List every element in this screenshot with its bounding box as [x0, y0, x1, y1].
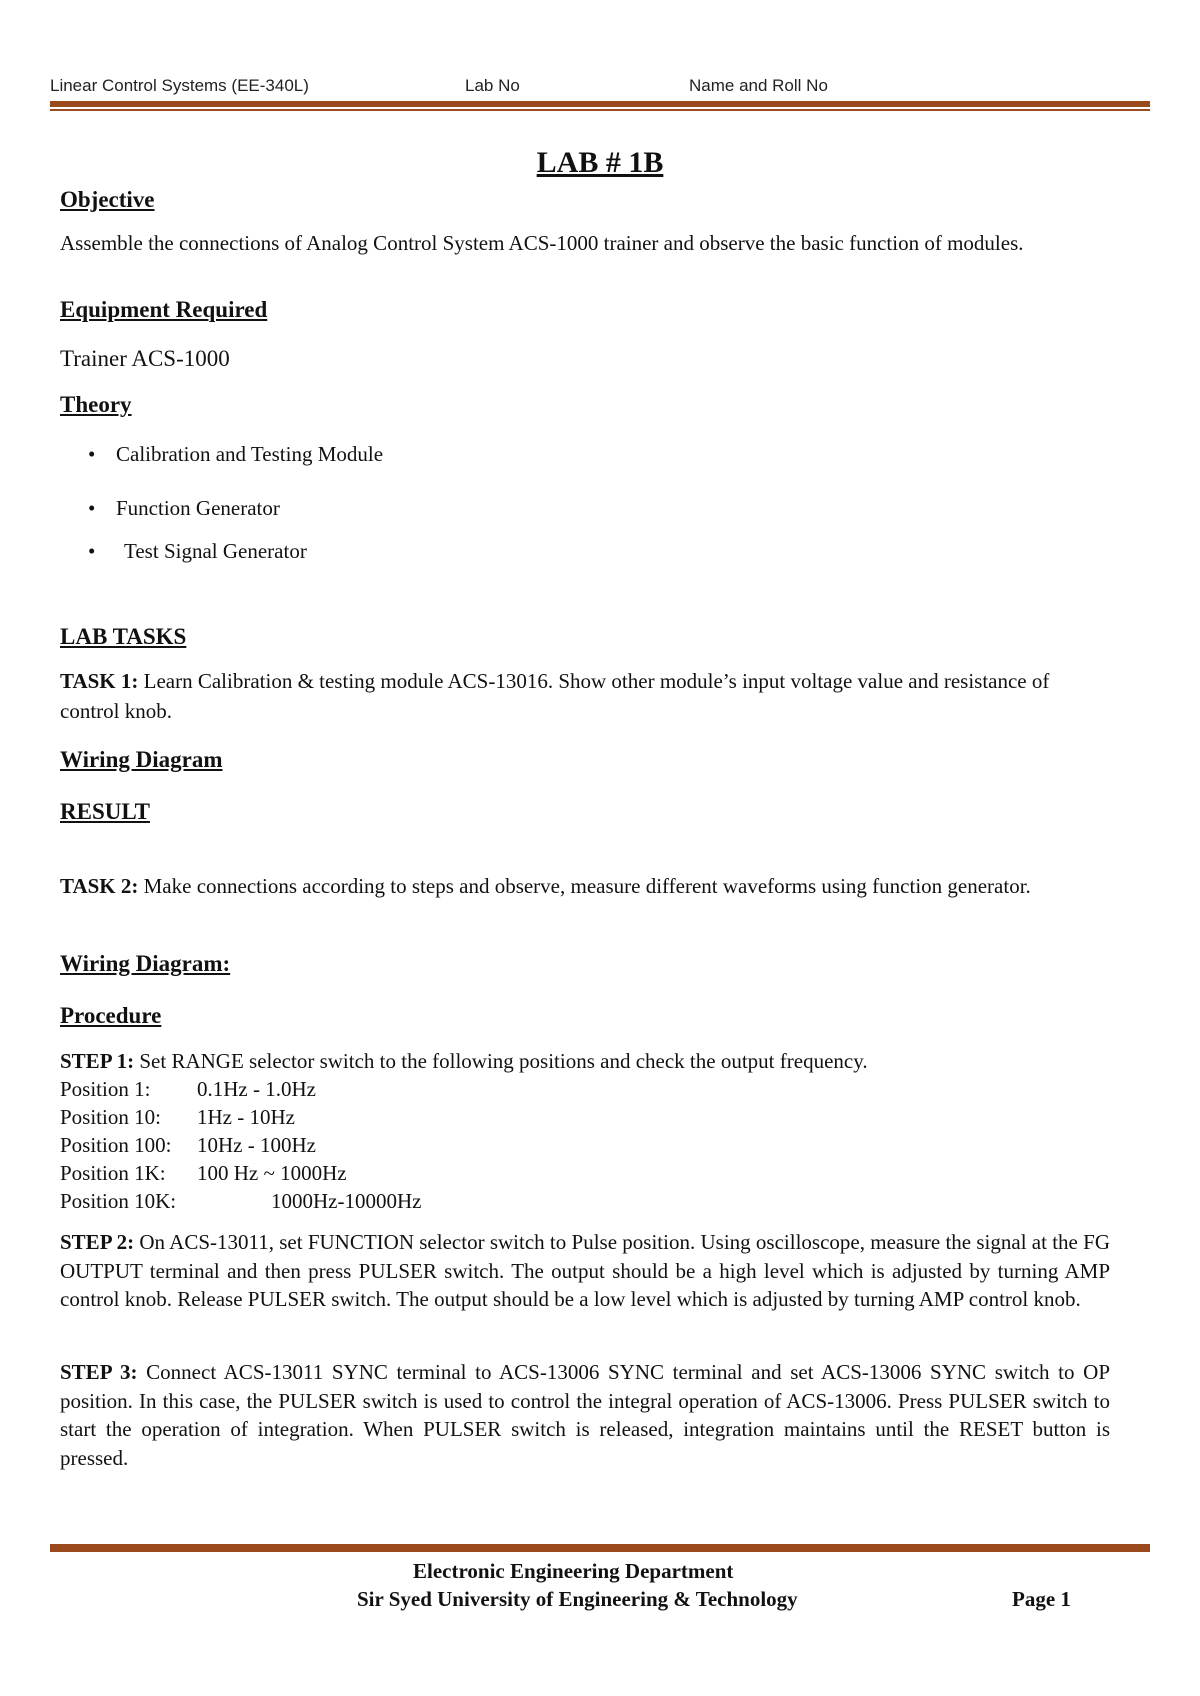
objective-heading: Objective [60, 187, 155, 212]
footer-department: Electronic Engineering Department [413, 1559, 734, 1583]
bullet-icon: • [88, 539, 96, 563]
page-header [50, 76, 1150, 96]
equipment-text: Trainer ACS-1000 [60, 346, 230, 371]
step3-text: STEP 3: Connect ACS-13011 SYNC terminal to ACS-13006 SYNC terminal and set ACS-13006 SYNC switch to OP position. In this case, the PULSER switch is used to control the integral operation of ACS-13006. Press PULSER switch to start the operation of integration. When PULSER switch is released, integration maintains until the RESET button is pressed. [60, 1360, 1111, 1470]
objective-text: Assemble the connections of Analog Control System ACS-1000 trainer and observe the basic function of modules. [60, 231, 1024, 255]
lab-tasks-heading: LAB TASKS [60, 624, 187, 649]
step1-text: STEP 1: Set RANGE selector switch to the following positions and check the output frequency. [60, 1049, 868, 1073]
lab-title: LAB # 1B [536, 146, 664, 179]
list-item: • Calibration and Testing Module [88, 442, 384, 466]
step2-text: STEP 2: On ACS-13011, set FUNCTION selector switch to Pulse position. Using oscilloscope, measure the signal at the FG OUTPUT terminal and then press PULSER switch. The output should be a high level which is adjusted by turning AMP control knob. Release PULSER switch. The output should be a low level which is adjusted by turning AMP control knob. [60, 1230, 1110, 1311]
list-item: • Test Signal Generator [88, 539, 307, 563]
footer-rule [50, 1544, 1150, 1552]
task1-label: TASK 1: [60, 669, 139, 693]
equipment-heading: Equipment Required [60, 297, 268, 322]
lab-no-label: Lab No [465, 76, 520, 95]
name-roll-label: Name and Roll No [689, 76, 828, 95]
header-rule-thick [50, 101, 1150, 107]
procedure-heading: Procedure [60, 1003, 162, 1028]
step1-label: STEP 1: [60, 1049, 135, 1073]
wiring-diagram-heading-1: Wiring Diagram [60, 747, 223, 772]
bullet-icon: • [88, 442, 96, 466]
result-heading: RESULT [60, 799, 150, 824]
task2-text: TASK 2: Make connections according to steps and observe, measure different waveforms using function generator. [60, 874, 1031, 898]
footer-university: Sir Syed University of Engineering & Technology [357, 1587, 798, 1611]
bullet-icon: • [88, 496, 96, 520]
theory-heading: Theory [60, 392, 132, 417]
step3-label: STEP 3: [60, 1360, 138, 1384]
page-number: Page 1 [1012, 1587, 1071, 1611]
task1-text: TASK 1: Learn Calibration & testing module ACS-13016. Show other module’s input voltage value and resistance of control knob. [60, 669, 1050, 723]
step2-label: STEP 2: [60, 1230, 135, 1254]
course-title: Linear Control Systems (EE-340L) [50, 76, 309, 95]
wiring-diagram-heading-2: Wiring Diagram: [60, 951, 231, 976]
task2-label: TASK 2: [60, 874, 139, 898]
header-rule-thin [50, 109, 1150, 111]
list-item: • Function Generator [88, 496, 280, 520]
